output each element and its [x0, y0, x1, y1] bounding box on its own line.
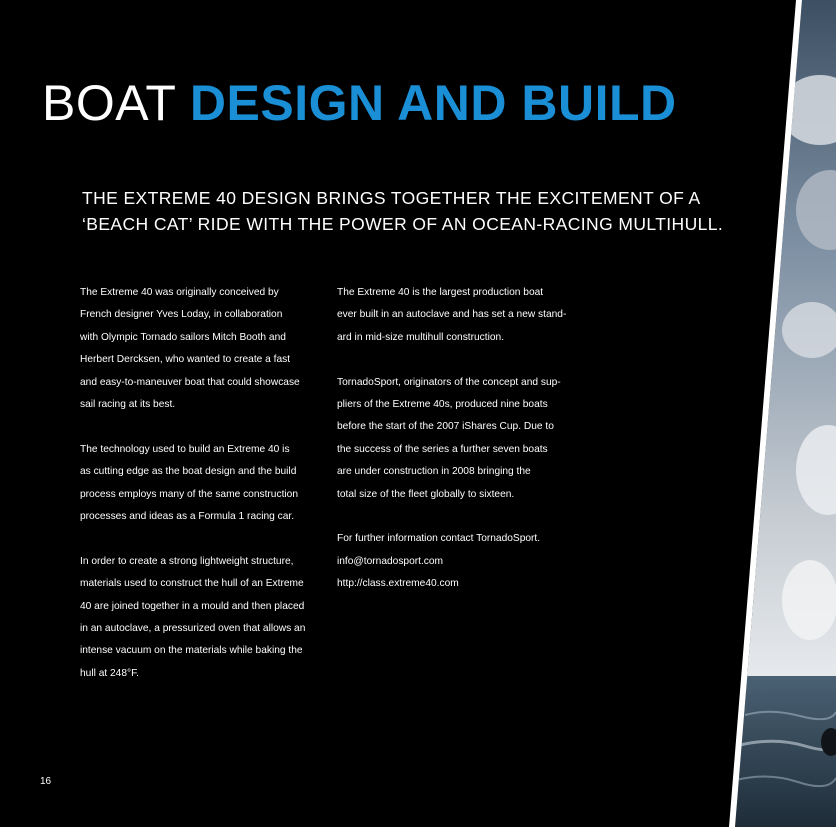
text-line: intense vacuum on the materials while baking the [80, 645, 303, 657]
contact-website: http://class.extreme40.com [337, 578, 459, 590]
body-paragraph [80, 282, 325, 416]
text-line: with Olympic Tornado sailors Mitch Booth and [80, 331, 286, 343]
page-subtitle [82, 185, 722, 237]
text-line: and easy-to-maneuver boat that could showcase [80, 376, 300, 388]
text-line: The Extreme 40 was originally conceived by [80, 287, 279, 298]
text-line: Herbert Dercksen, who wanted to create a fast [80, 354, 291, 366]
text-line: are under construction in 2008 bringing the [337, 466, 531, 478]
text-line: sail racing at its best. [80, 399, 176, 411]
text-line: as cutting edge as the boat design and the build [80, 466, 297, 478]
text-line: TornadoSport, originators of the concept and sup- [337, 376, 561, 388]
page-number: 16 [40, 776, 52, 787]
contact-paragraph [337, 528, 587, 595]
body-paragraph [80, 439, 325, 529]
text-line: 40 are joined together in a mould and then placed [80, 600, 305, 612]
text-line: the success of the series a further seven boats [337, 443, 548, 455]
text-line: materials used to construct the hull of an Extreme [80, 578, 304, 590]
body-paragraph [337, 282, 587, 349]
text-line: ard in mid-size multihull construction. [337, 331, 505, 343]
text-line: pliers of the Extreme 40s, produced nine boats [337, 399, 548, 411]
page-title [42, 74, 677, 132]
text-line: in an autoclave, a pressurized oven that allows an [80, 623, 306, 635]
body-paragraph [80, 551, 325, 685]
left-text-column [80, 282, 325, 708]
body-paragraph [337, 372, 587, 506]
text-line: The Extreme 40 is the largest production boat [337, 287, 544, 298]
text-line: The technology used to build an Extreme 40 is [80, 443, 290, 455]
right-text-column [337, 282, 587, 618]
text-line: processes and ideas as a Formula 1 racing car. [80, 511, 295, 523]
text-line: hull at 248°F. [80, 667, 140, 679]
text-line: French designer Yves Loday, in collaboration [80, 309, 283, 321]
contact-email: info@tornadosport.com [337, 555, 444, 567]
subtitle-line: THE EXTREME 40 DESIGN BRINGS TOGETHER THE EXCITEMENT OF A [82, 188, 701, 208]
text-line: total size of the fleet globally to sixteen. [337, 488, 515, 500]
title-bold-part: DESIGN AND BUILD [189, 75, 677, 131]
text-line: For further information contact TornadoSport. [337, 533, 541, 545]
subtitle-line: ‘BEACH CAT’ RIDE WITH THE POWER OF AN OCEAN-RACING MULTIHULL. [82, 214, 724, 234]
text-line: process employs many of the same construction [80, 488, 298, 500]
text-line: ever built in an autoclave and has set a new stand- [337, 309, 567, 321]
title-light-part: BOAT [42, 75, 190, 131]
text-line: before the start of the 2007 iShares Cup. Due to [337, 421, 554, 433]
text-line: In order to create a strong lightweight structure, [80, 555, 294, 567]
